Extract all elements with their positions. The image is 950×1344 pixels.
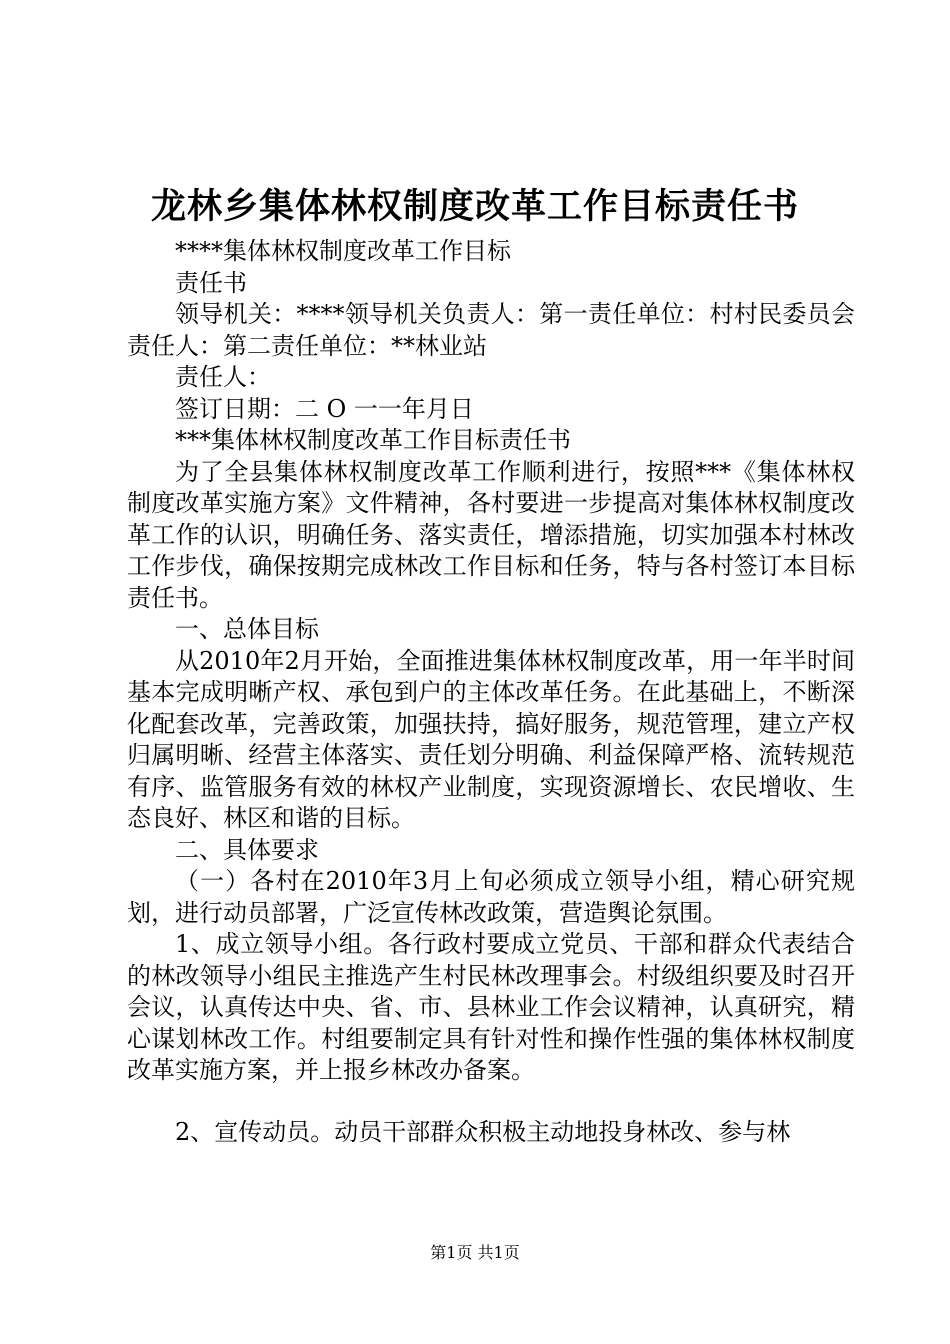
paragraph-responsible-person: 责任人：: [175, 363, 271, 391]
document-title: 龙林乡集体林权制度改革工作目标责任书: [150, 187, 799, 227]
paragraph-signing-date: 签订日期：二 O 一一年月日: [175, 394, 474, 423]
paragraph-intro: 为了全县集体林权制度改革工作顺利进行，按照***《集体林权制度改革实施方案》文件精神，各村要进一步提高对集体林权制度改革工作的认识，明确任务、落实责任，增添措施，切实加强本村林改工作步伐，确保按期完成林改工作目标和任务，特与各村签订本目标责任书。: [127, 457, 855, 612]
paragraph-signatories: 领导机关：****领导机关负责人：第一责任单位：村村民委员会责任人：第二责任单位：**林业站: [127, 300, 855, 360]
paragraph-overall-goal: 从2010年2月开始，全面推进集体林权制度改革，用一年半时间基本完成明晰产权、承包到户的主体改革任务。在此基础上，不断深化配套改革，完善政策，加强扶持，搞好服务，规范管理，建立产权归属明晰、经营主体落实、责任划分明确、利益保障严格、流转规范有序、监管服务有效的林权产业制度，实现资源增长、农民增收、生态良好、林区和谐的目标。: [127, 646, 855, 832]
paragraph-publicity: 2、宣传动员。动员干部群众积极主动地投身林改、参与林: [175, 1117, 791, 1146]
page-number-footer: 第1页 共1页: [430, 1243, 520, 1262]
paragraph-subtitle: ***集体林权制度改革工作目标责任书: [175, 426, 571, 454]
paragraph-header-line-2: 责任书: [175, 268, 247, 297]
section-heading-overall-goal: 一、总体目标: [175, 615, 319, 643]
document-body: [127, 236, 855, 1148]
paragraph-header-line-1: ****集体林权制度改革工作目标: [175, 237, 511, 265]
paragraph-requirement-1: （一）各村在2010年3月上旬必须成立领导小组，精心研究规划，进行动员部署，广泛宣传林改政策，营造舆论氛围。: [127, 867, 855, 927]
section-heading-specific-requirements: 二、具体要求: [175, 835, 319, 864]
paragraph-leadership-group: 1、成立领导小组。各行政村要成立党员、干部和群众代表结合的林改领导小组民主推选产生村民林改理事会。村级组织要及时召开会议，认真传达中央、省、市、县林业工作会议精神，认真研究，精心谋划林改工作。村组要制定具有针对性和操作性强的集体林权制度改革实施方案，并上报乡林改办备案。: [127, 930, 855, 1084]
